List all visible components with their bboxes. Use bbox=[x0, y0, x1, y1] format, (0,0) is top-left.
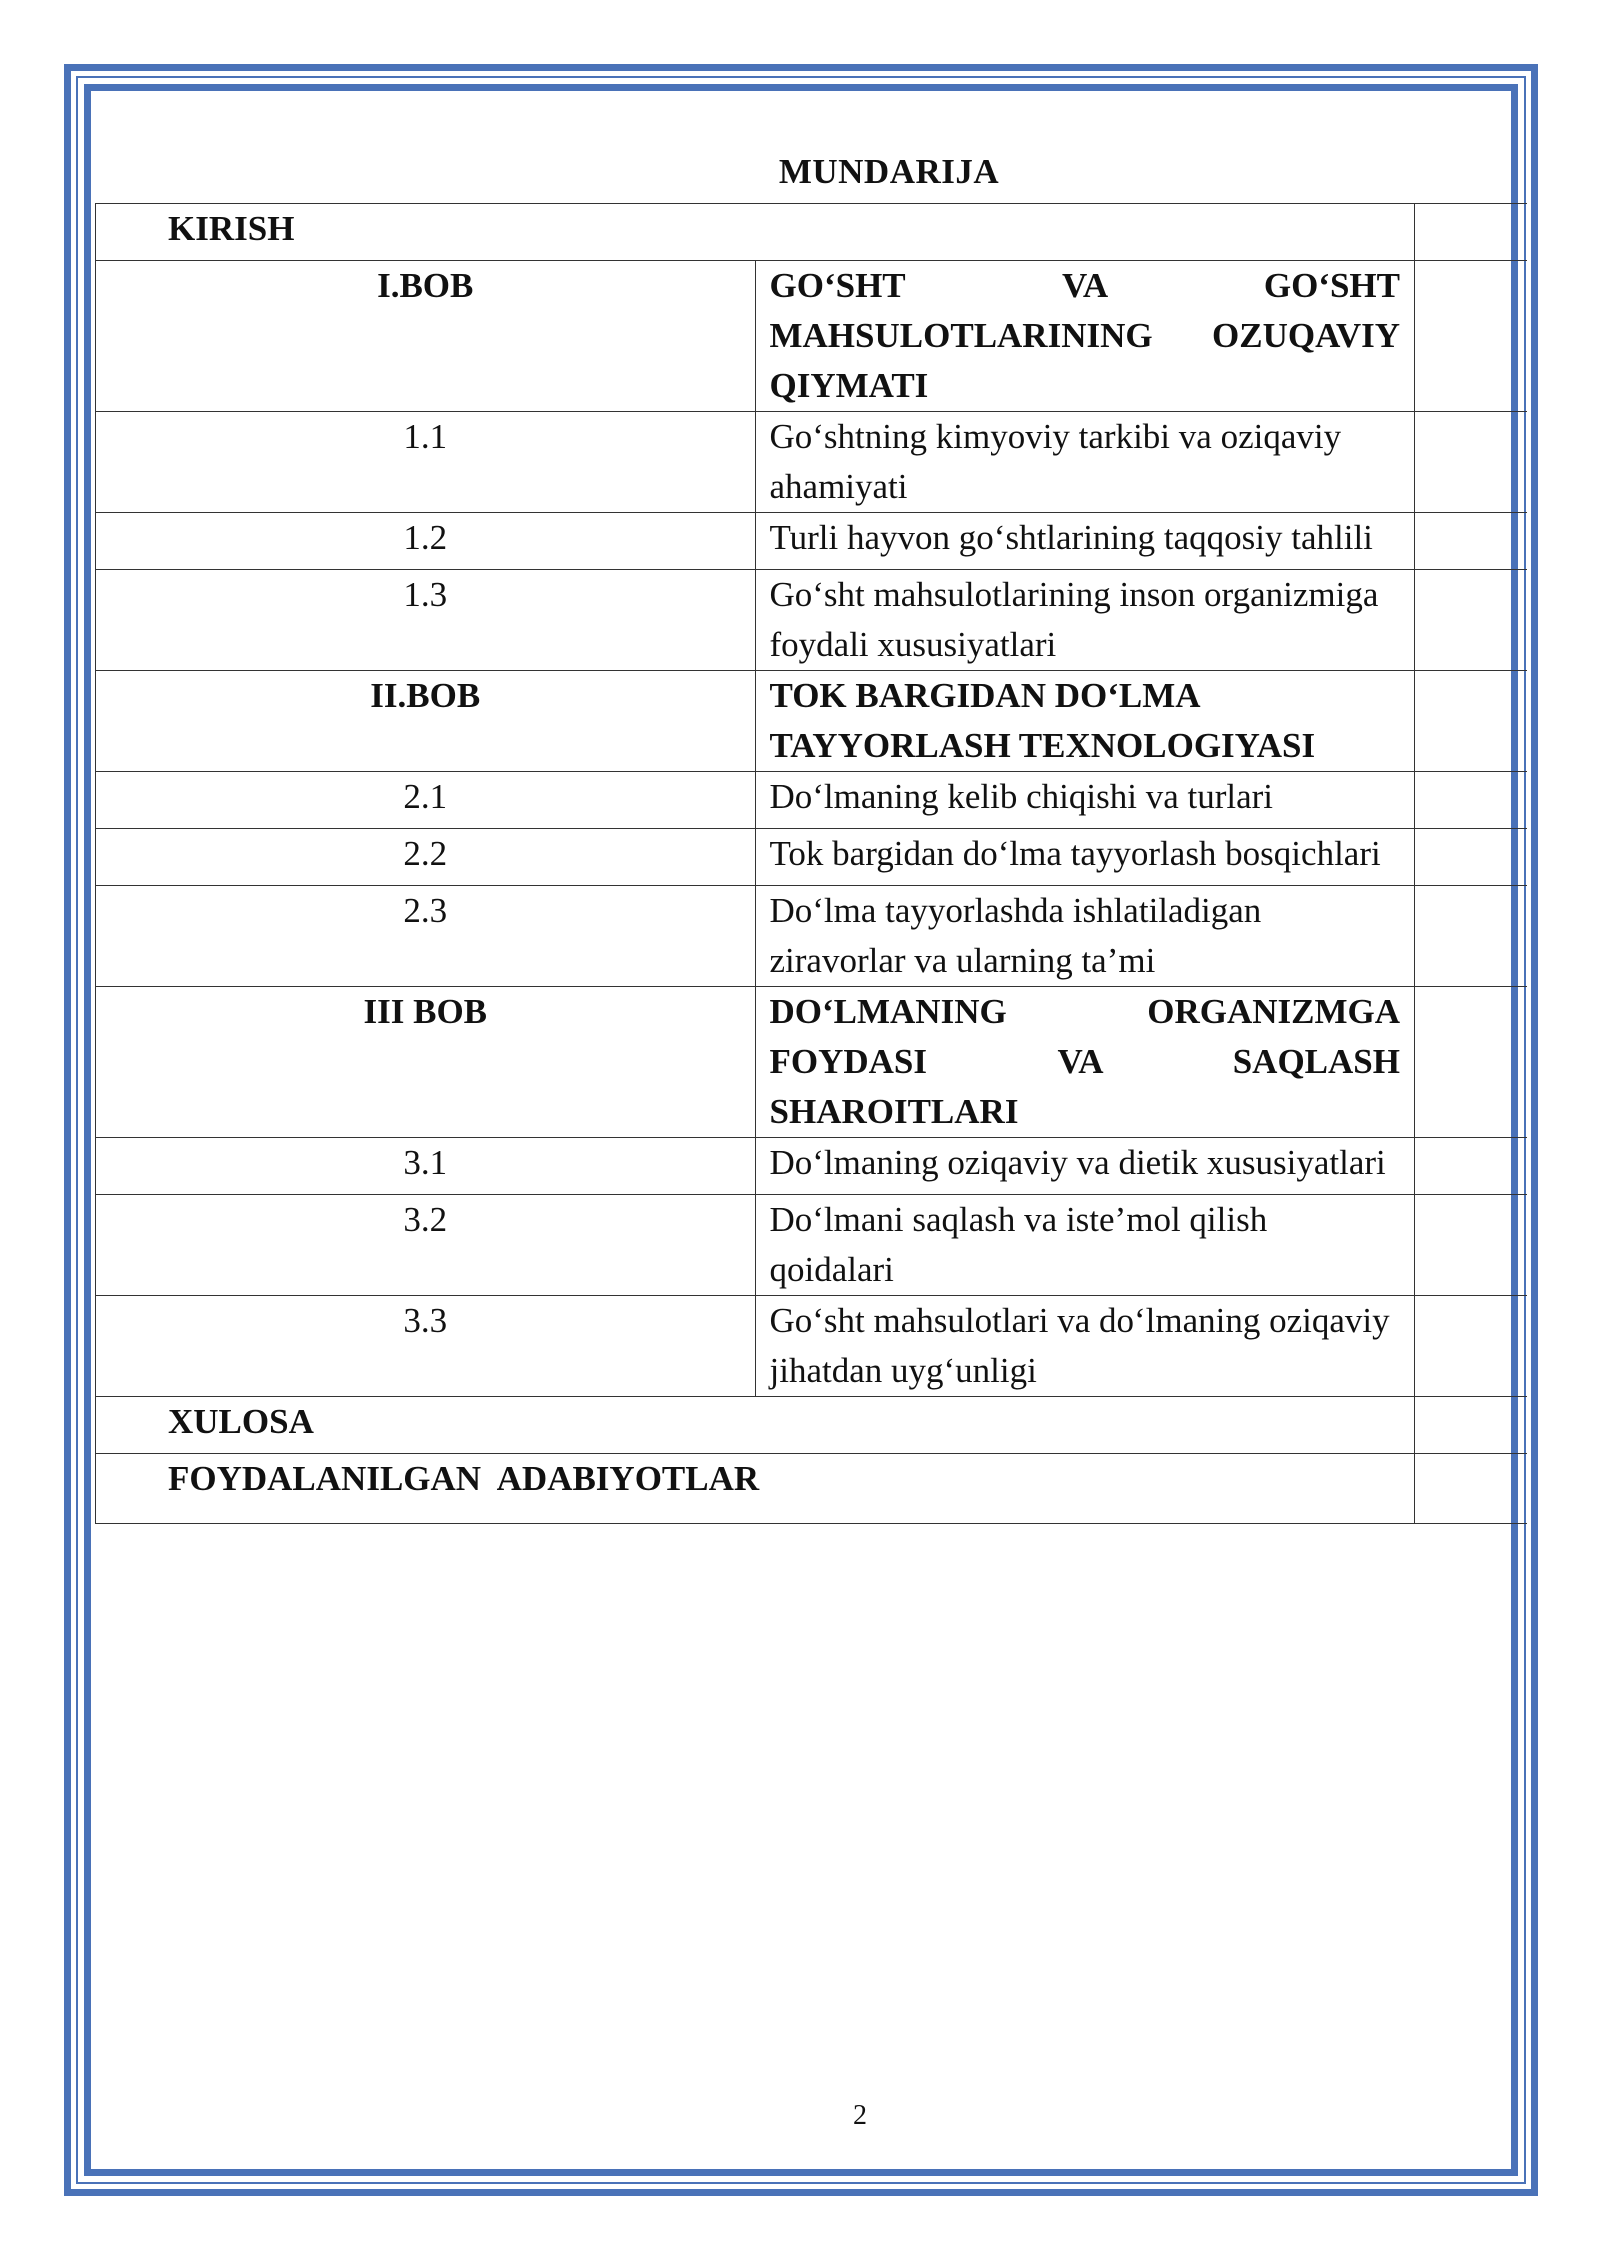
toc-section-title: Do‘lma tayyorlashda ishlatiladigan ziravorlar va ularning ta’mi bbox=[755, 886, 1415, 987]
toc-page-cell bbox=[1415, 1195, 1528, 1296]
toc-row-chapter bbox=[96, 987, 1528, 1138]
toc-row-section bbox=[96, 829, 1528, 886]
toc-row-section bbox=[96, 1296, 1528, 1397]
toc-page-cell bbox=[1415, 886, 1528, 987]
toc-section-number: 1.1 bbox=[96, 412, 756, 513]
toc-section-number: 1.2 bbox=[96, 513, 756, 570]
toc-section-title: Go‘sht mahsulotlari va do‘lmaning oziqaviy jihatdan uyg‘unligi bbox=[755, 1296, 1415, 1397]
toc-section-number: 3.2 bbox=[96, 1195, 756, 1296]
toc-section-number: 1.3 bbox=[96, 570, 756, 671]
toc-section-number: 2.2 bbox=[96, 829, 756, 886]
toc-chapter-title: GO‘SHT VA GO‘SHT MAHSULOTLARINING OZUQAVIY QIYMATI bbox=[755, 261, 1415, 412]
toc-chapter-number: I.BOB bbox=[96, 261, 756, 412]
toc-adabiyotlar-label: FOYDALANILGAN ADABIYOTLAR bbox=[96, 1454, 1415, 1524]
toc-row-chapter bbox=[96, 261, 1528, 412]
toc-section-number: 3.1 bbox=[96, 1138, 756, 1195]
toc-chapter-title: DO‘LMANING ORGANIZMGA FOYDASI VA SAQLASH SHAROITLARI bbox=[755, 987, 1415, 1138]
toc-kirish-label: KIRISH bbox=[96, 204, 1415, 261]
toc-row-chapter bbox=[96, 671, 1528, 772]
page-number: 2 bbox=[853, 2100, 867, 2131]
toc-page-cell bbox=[1415, 671, 1528, 772]
toc-row-section bbox=[96, 1195, 1528, 1296]
toc-chapter-number: II.BOB bbox=[96, 671, 756, 772]
toc-section-number: 2.3 bbox=[96, 886, 756, 987]
toc-row-section bbox=[96, 412, 1528, 513]
toc-row-section bbox=[96, 886, 1528, 987]
toc-page-cell bbox=[1415, 1397, 1528, 1454]
toc-page-cell bbox=[1415, 1454, 1528, 1524]
toc-page-cell bbox=[1415, 204, 1528, 261]
toc-chapter-number: III BOB bbox=[96, 987, 756, 1138]
toc-section-title: Go‘sht mahsulotlarining inson organizmiga foydali xususiyatlari bbox=[755, 570, 1415, 671]
toc-page-cell bbox=[1415, 772, 1528, 829]
toc-row-section bbox=[96, 1138, 1528, 1195]
toc-page-cell bbox=[1415, 829, 1528, 886]
table-of-contents bbox=[95, 203, 1527, 1524]
toc-chapter-title: TOK BARGIDAN DO‘LMA TAYYORLASH TEXNOLOGIYASI bbox=[755, 671, 1415, 772]
toc-section-number: 3.3 bbox=[96, 1296, 756, 1397]
toc-row-kirish bbox=[96, 204, 1528, 261]
toc-section-title: Do‘lmani saqlash va iste’mol qilish qoidalari bbox=[755, 1195, 1415, 1296]
toc-section-title: Tok bargidan do‘lma tayyorlash bosqichlari bbox=[755, 829, 1415, 886]
toc-row-adabiyotlar bbox=[96, 1454, 1528, 1524]
document-title: MUNDARIJA bbox=[778, 152, 1000, 191]
toc-page-cell bbox=[1415, 1296, 1528, 1397]
toc-page-cell bbox=[1415, 261, 1528, 412]
toc-section-number: 2.1 bbox=[96, 772, 756, 829]
toc-row-xulosa bbox=[96, 1397, 1528, 1454]
toc-xulosa-label: XULOSA bbox=[96, 1397, 1415, 1454]
toc-page-cell bbox=[1415, 412, 1528, 513]
toc-row-section bbox=[96, 513, 1528, 570]
toc-page-cell bbox=[1415, 570, 1528, 671]
toc-section-title: Go‘shtning kimyoviy tarkibi va oziqaviy ahamiyati bbox=[755, 412, 1415, 513]
toc-page-cell bbox=[1415, 513, 1528, 570]
toc-section-title: Do‘lmaning kelib chiqishi va turlari bbox=[755, 772, 1415, 829]
toc-row-section bbox=[96, 772, 1528, 829]
toc-row-section bbox=[96, 570, 1528, 671]
toc-section-title: Turli hayvon go‘shtlarining taqqosiy tahlili bbox=[755, 513, 1415, 570]
toc-page-cell bbox=[1415, 987, 1528, 1138]
toc-section-title: Do‘lmaning oziqaviy va dietik xususiyatlari bbox=[755, 1138, 1415, 1195]
toc-page-cell bbox=[1415, 1138, 1528, 1195]
